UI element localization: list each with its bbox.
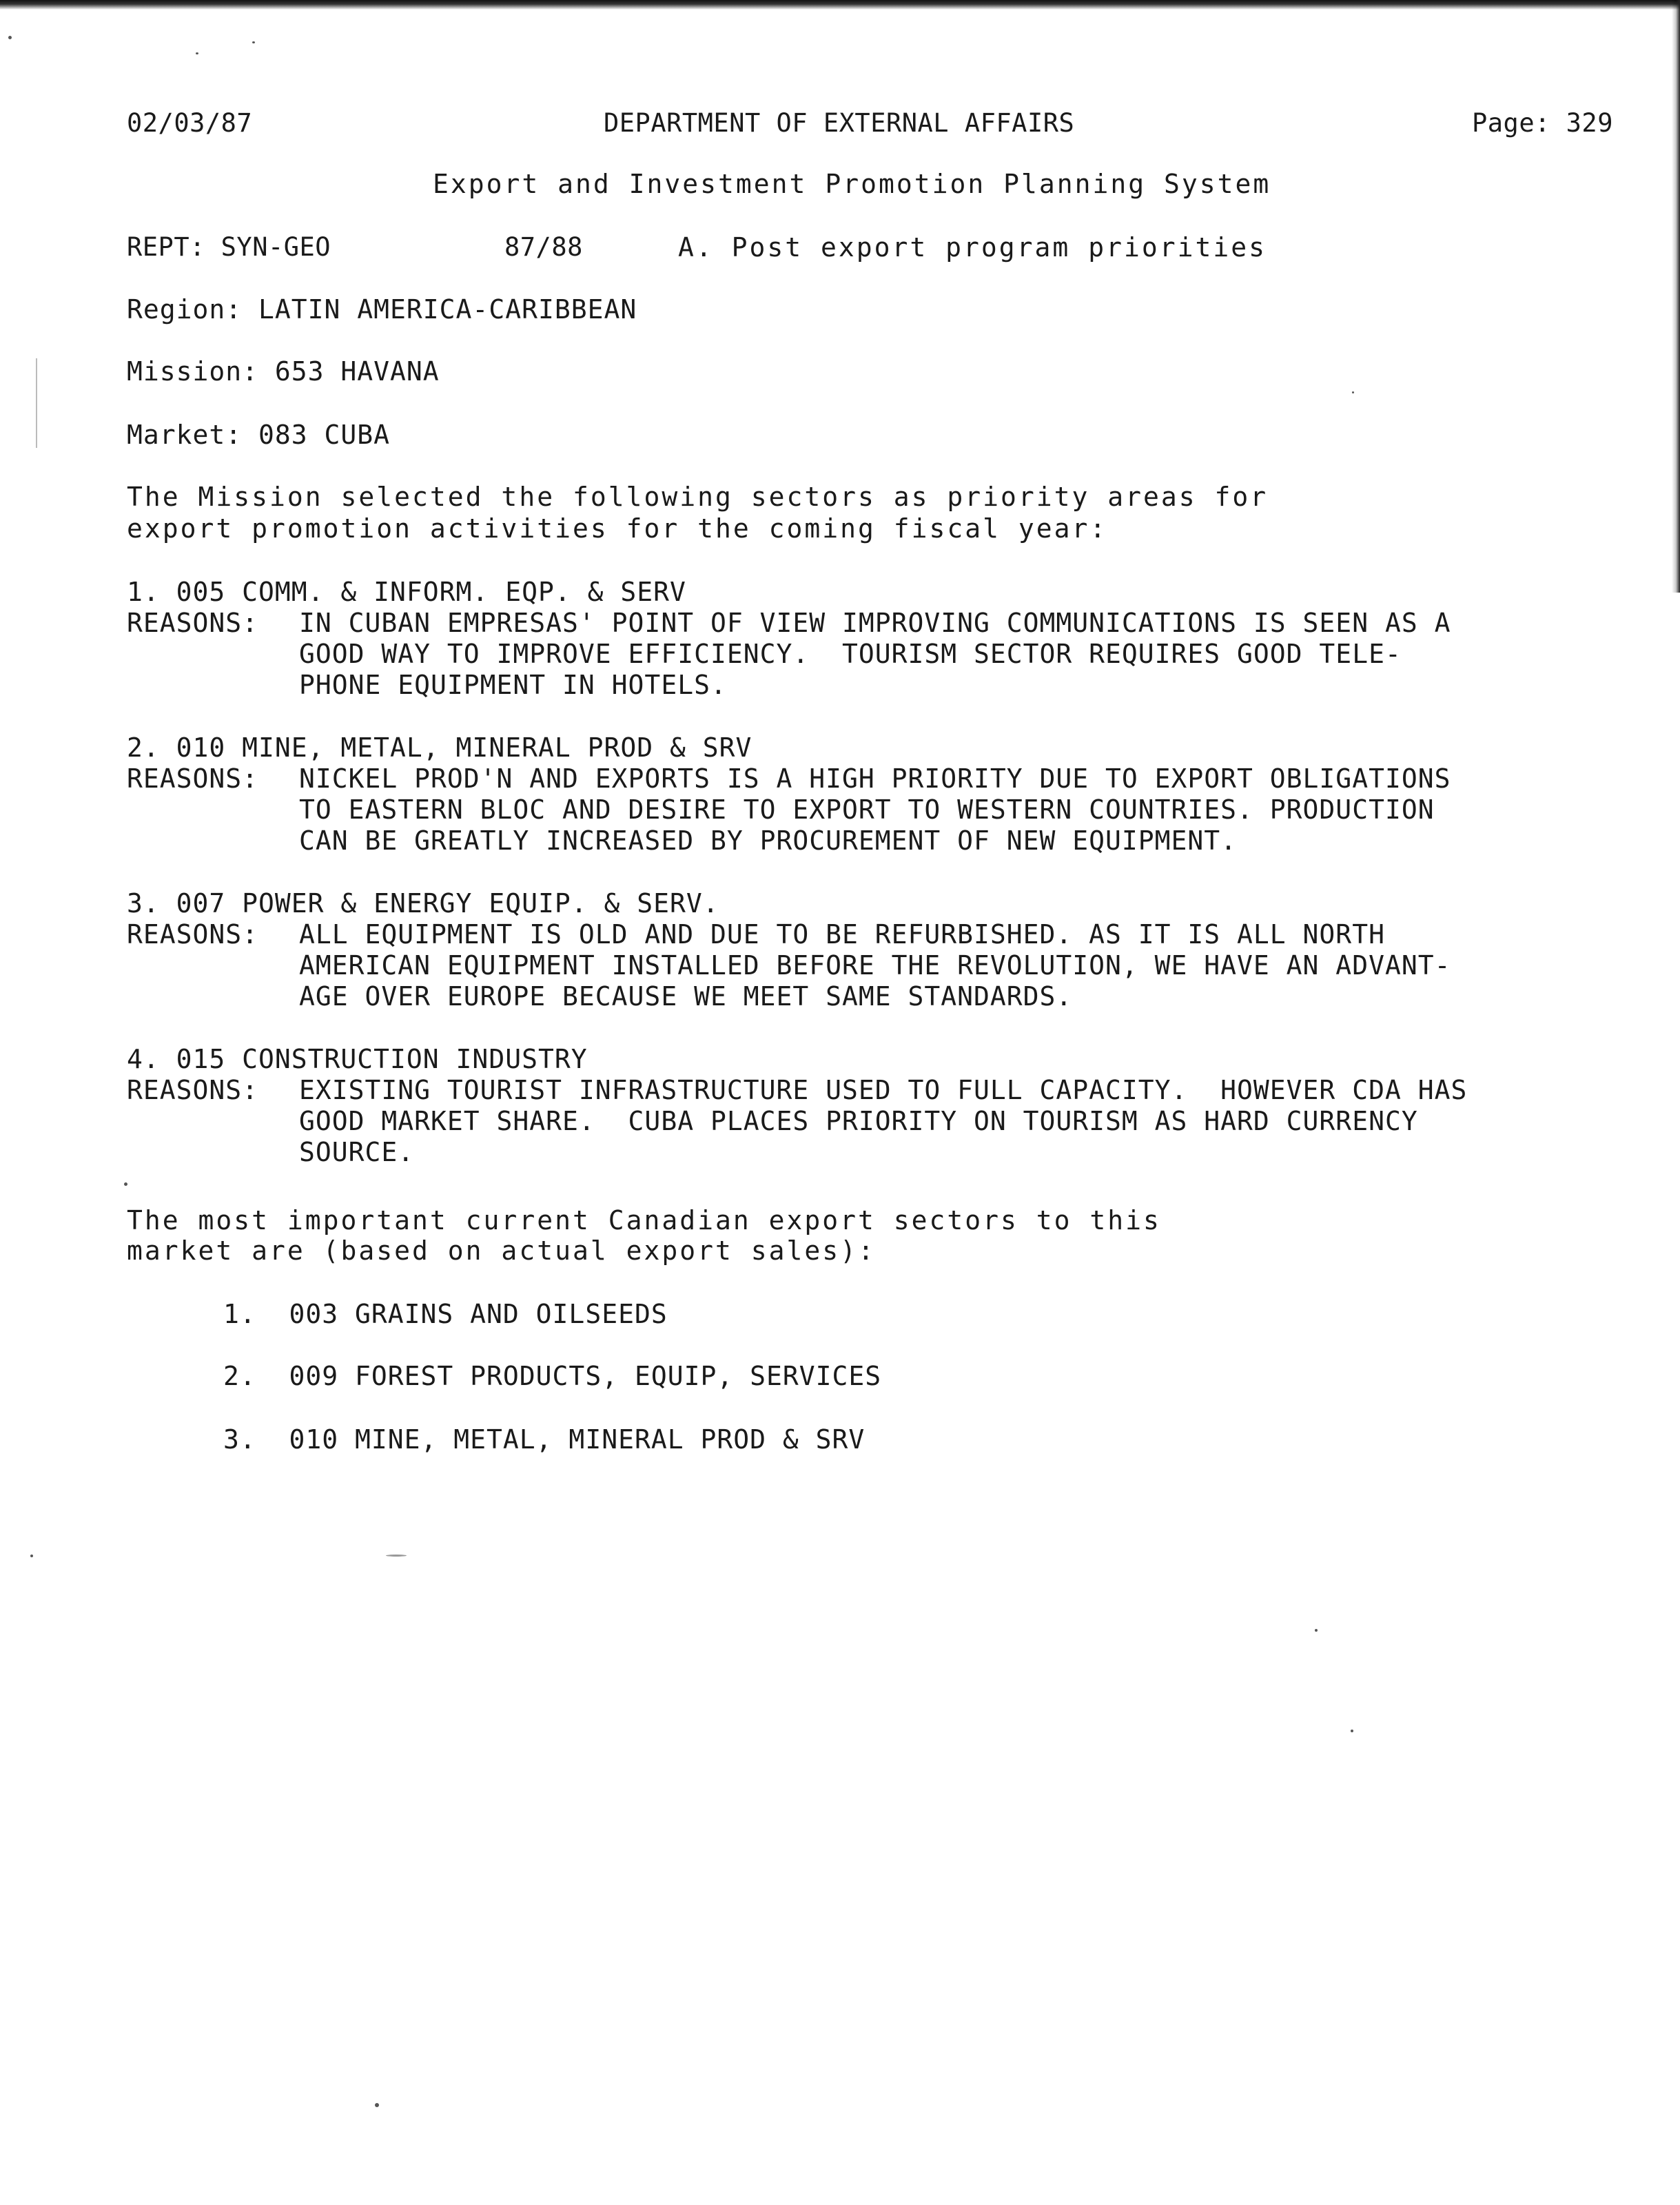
scan-speck	[124, 1182, 127, 1186]
reason-line: IN CUBAN EMPRESAS' POINT OF VIEW IMPROVING COMMUNICATIONS IS SEEN AS A	[299, 608, 1451, 638]
market-line: Market: 083 CUBA	[127, 420, 391, 450]
sector-title: 2. 010 MINE, METAL, MINERAL PROD & SRV	[127, 732, 752, 763]
scan-speck	[30, 1555, 33, 1557]
report-date: 02/03/87	[127, 108, 253, 138]
reasons-label: REASONS:	[127, 763, 259, 794]
system-title: Export and Investment Promotion Planning System	[433, 169, 1271, 199]
reason-line: AGE OVER EUROPE BECAUSE WE MEET SAME STANDARDS.	[299, 981, 1073, 1012]
reason-line: SOURCE.	[299, 1137, 415, 1167]
scan-speck	[1315, 1629, 1318, 1632]
current-intro-line-1: The most important current Canadian export sectors to this	[127, 1205, 1161, 1235]
department-title: DEPARTMENT OF EXTERNAL AFFAIRS	[604, 108, 1075, 138]
scan-speck	[252, 41, 255, 43]
report-year: 87/88	[504, 232, 583, 262]
scan-speck	[196, 52, 198, 54]
reason-line: NICKEL PROD'N AND EXPORTS IS A HIGH PRIORITY DUE TO EXPORT OBLIGATIONS	[299, 763, 1451, 794]
reason-line: GOOD MARKET SHARE. CUBA PLACES PRIORITY ON TOURISM AS HARD CURRENCY	[299, 1106, 1418, 1136]
reason-line: CAN BE GREATLY INCREASED BY PROCUREMENT OF NEW EQUIPMENT.	[299, 825, 1238, 856]
scan-speck	[375, 2103, 379, 2107]
reason-line: ALL EQUIPMENT IS OLD AND DUE TO BE REFURBISHED. AS IT IS ALL NORTH	[299, 919, 1385, 950]
reason-line: PHONE EQUIPMENT IN HOTELS.	[299, 670, 727, 700]
export-sector-item: 3. 010 MINE, METAL, MINERAL PROD & SRV	[223, 1424, 865, 1455]
reasons-label: REASONS:	[127, 919, 259, 950]
export-sector-item: 1. 003 GRAINS AND OILSEEDS	[223, 1299, 668, 1329]
reason-line: GOOD WAY TO IMPROVE EFFICIENCY. TOURISM SECTOR REQUIRES GOOD TELE-	[299, 639, 1402, 669]
report-section: A. Post export program priorities	[678, 232, 1267, 263]
reason-line: AMERICAN EQUIPMENT INSTALLED BEFORE THE REVOLUTION, WE HAVE AN ADVANT-	[299, 950, 1451, 981]
intro-line-1: The Mission selected the following sectors as priority areas for	[127, 482, 1269, 512]
reasons-label: REASONS:	[127, 608, 259, 638]
scan-speck	[386, 1555, 407, 1557]
scan-speck	[1351, 1730, 1353, 1732]
reasons-label: REASONS:	[127, 1075, 259, 1105]
sector-title: 3. 007 POWER & ENERGY EQUIP. & SERV.	[127, 888, 719, 919]
intro-line-2: export promotion activities for the coming fiscal year:	[127, 513, 1108, 544]
mission-line: Mission: 653 HAVANA	[127, 356, 440, 387]
reason-line: EXISTING TOURIST INFRASTRUCTURE USED TO FULL CAPACITY. HOWEVER CDA HAS	[299, 1075, 1468, 1105]
region-line: Region: LATIN AMERICA-CARIBBEAN	[127, 294, 637, 325]
export-sector-item: 2. 009 FOREST PRODUCTS, EQUIP, SERVICES	[223, 1361, 882, 1391]
report-code: REPT: SYN-GEO	[127, 232, 331, 262]
sector-title: 4. 015 CONSTRUCTION INDUSTRY	[127, 1044, 588, 1074]
reason-line: TO EASTERN BLOC AND DESIRE TO EXPORT TO WESTERN COUNTRIES. PRODUCTION	[299, 794, 1435, 825]
scan-speck	[36, 358, 37, 448]
current-intro-line-2: market are (based on actual export sales):	[127, 1235, 876, 1266]
sector-title: 1. 005 COMM. & INFORM. EQP. & SERV	[127, 577, 686, 607]
page-number: Page: 329	[1472, 108, 1613, 138]
scan-speck	[8, 36, 12, 39]
scan-speck	[1352, 391, 1354, 393]
